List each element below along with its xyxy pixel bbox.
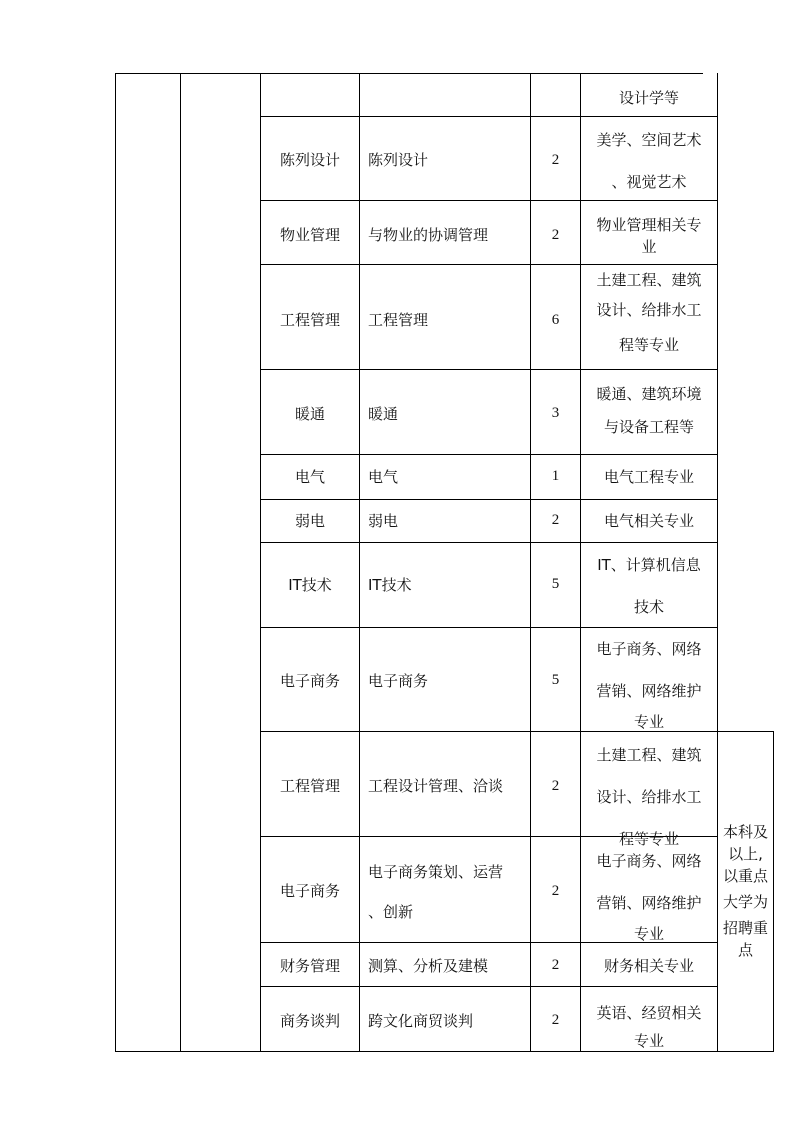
table-left-border: [115, 73, 116, 1052]
position-label: 电气: [294, 468, 325, 486]
position-cell: [261, 776, 359, 796]
position-label: 陈列设计: [279, 151, 340, 169]
position-cell: [261, 150, 359, 170]
major-line: 土建工程、建筑: [596, 746, 702, 764]
content-cell: [368, 225, 528, 245]
row-divider: [260, 986, 718, 987]
column-divider: [530, 73, 531, 1052]
column-divider: [260, 73, 261, 1052]
count-value: 2: [551, 778, 560, 794]
position-cell: [261, 1011, 359, 1031]
content-cell: [368, 511, 528, 531]
major-line: 专业: [633, 925, 664, 943]
major-cell: [581, 544, 717, 628]
major-line: 设计、给排水工: [596, 788, 702, 806]
content-line: 工程管理: [368, 311, 429, 329]
count-cell: [531, 1010, 580, 1030]
major-line: 电气相关专业: [603, 512, 694, 530]
major-cell: [581, 628, 717, 732]
requirement-line: 招聘重: [722, 919, 768, 937]
column-divider: [359, 73, 360, 1052]
content-cell: [368, 404, 528, 424]
position-cell: [261, 956, 359, 976]
content-cell: [368, 467, 528, 487]
major-line: 物业管理相关专: [596, 216, 702, 234]
requirement-line: 点: [737, 941, 753, 959]
major-cell: [581, 380, 717, 446]
content-cell: [368, 150, 528, 170]
position-label: 物业管理: [279, 226, 340, 244]
content-line: 弱电: [368, 512, 399, 530]
content-cell: [368, 575, 528, 595]
count-value: 3: [551, 405, 560, 421]
major-cell: [581, 88, 717, 108]
position-cell: [261, 881, 359, 901]
major-line: 暖通、建筑环境: [596, 385, 702, 403]
position-label: 弱电: [294, 512, 325, 530]
count-cell: [531, 310, 580, 330]
major-cell: [581, 265, 717, 365]
major-cell: [581, 840, 717, 944]
count-cell: [531, 574, 580, 594]
content-line: 电气: [368, 468, 399, 486]
count-value: 5: [551, 576, 560, 592]
count-cell: [531, 225, 580, 245]
content-line: 陈列设计: [368, 151, 429, 169]
major-line: 、视觉艺术: [611, 173, 687, 191]
table-top-border: [115, 73, 703, 74]
position-label: 商务谈判: [279, 1012, 340, 1030]
count-cell: [531, 510, 580, 530]
content-cell: [368, 852, 528, 932]
position-cell: [261, 310, 359, 330]
row-divider: [260, 369, 718, 370]
content-line: 暖通: [368, 405, 399, 423]
position-cell: [261, 404, 359, 424]
major-cell: [581, 999, 717, 1055]
requirement-cell: [718, 821, 773, 961]
content-cell: [368, 310, 528, 330]
count-cell: [531, 955, 580, 975]
major-line: 财务相关专业: [603, 957, 694, 975]
major-line: 设计学等: [618, 89, 679, 107]
row-divider: [260, 499, 718, 500]
content-line: 、创新: [368, 903, 414, 921]
row-divider: [260, 542, 718, 543]
content-cell: [368, 671, 528, 691]
content-cell: [368, 776, 528, 796]
position-label: 电子商务: [279, 882, 340, 900]
count-value: 5: [551, 672, 560, 688]
major-line: 英语、经贸相关: [596, 1004, 702, 1022]
position-label: 暖通: [294, 405, 325, 423]
requirement-line: 大学为: [722, 893, 768, 911]
major-line: 美学、空间艺术: [596, 131, 702, 149]
major-line: 与设备工程等: [603, 418, 694, 436]
major-cell: [581, 119, 717, 203]
major-cell: [581, 214, 717, 258]
count-value: 2: [551, 883, 560, 899]
major-line: 技术: [633, 598, 664, 616]
count-cell: [531, 776, 580, 796]
major-cell: [581, 467, 717, 487]
requirement-line: 以上,: [728, 845, 763, 863]
content-line: 工程设计管理、洽谈: [368, 777, 504, 795]
major-line: 电子商务、网络: [596, 852, 702, 870]
major-line: 土建工程、建筑: [596, 271, 702, 289]
position-cell: [261, 575, 359, 595]
major-line: 程等专业: [618, 830, 679, 848]
major-line: IT、计算机信息: [597, 556, 701, 574]
major-line: 营销、网络维护: [596, 894, 702, 912]
count-value: 2: [551, 512, 560, 528]
count-cell: [531, 881, 580, 901]
content-line: 测算、分析及建模: [368, 957, 489, 975]
position-cell: [261, 467, 359, 487]
count-value: 2: [551, 152, 560, 168]
requirement-line: 以重点: [722, 867, 768, 885]
content-line: IT技术: [368, 576, 412, 594]
content-cell: [368, 1011, 528, 1031]
position-label: 工程管理: [279, 311, 340, 329]
count-value: 2: [551, 227, 560, 243]
count-cell: [531, 670, 580, 690]
major-line: 电子商务、网络: [596, 640, 702, 658]
content-line: 跨文化商贸谈判: [368, 1012, 474, 1030]
position-label: 工程管理: [279, 777, 340, 795]
requirement-line: 本科及: [722, 823, 768, 841]
major-line: 专业: [633, 1032, 664, 1050]
position-cell: [261, 671, 359, 691]
major-line: 程等专业: [618, 336, 679, 354]
major-line: 设计、给排水工: [596, 301, 702, 319]
major-cell: [581, 511, 717, 531]
major-cell: [581, 956, 717, 976]
major-line: 专业: [633, 713, 664, 731]
count-cell: [531, 150, 580, 170]
count-cell: [531, 466, 580, 486]
major-line: 业: [641, 238, 657, 256]
content-line: 电子商务: [368, 672, 429, 690]
major-line: 电气工程专业: [603, 468, 694, 486]
column-divider: [180, 73, 181, 1052]
row-divider: [260, 116, 718, 117]
position-cell: [261, 511, 359, 531]
count-cell: [531, 403, 580, 423]
table-right-border: [773, 731, 774, 1052]
content-line: 与物业的协调管理: [368, 226, 489, 244]
row-divider: [260, 454, 718, 455]
content-line: 电子商务策划、运营: [368, 863, 504, 881]
position-label: 电子商务: [279, 672, 340, 690]
major-line: 营销、网络维护: [596, 682, 702, 700]
count-value: 2: [551, 1012, 560, 1028]
position-cell: [261, 225, 359, 245]
count-value: 2: [551, 957, 560, 973]
count-value: 1: [551, 468, 560, 484]
count-value: 6: [551, 312, 560, 328]
position-label: IT技术: [288, 576, 332, 594]
position-label: 财务管理: [279, 957, 340, 975]
content-cell: [368, 956, 528, 976]
